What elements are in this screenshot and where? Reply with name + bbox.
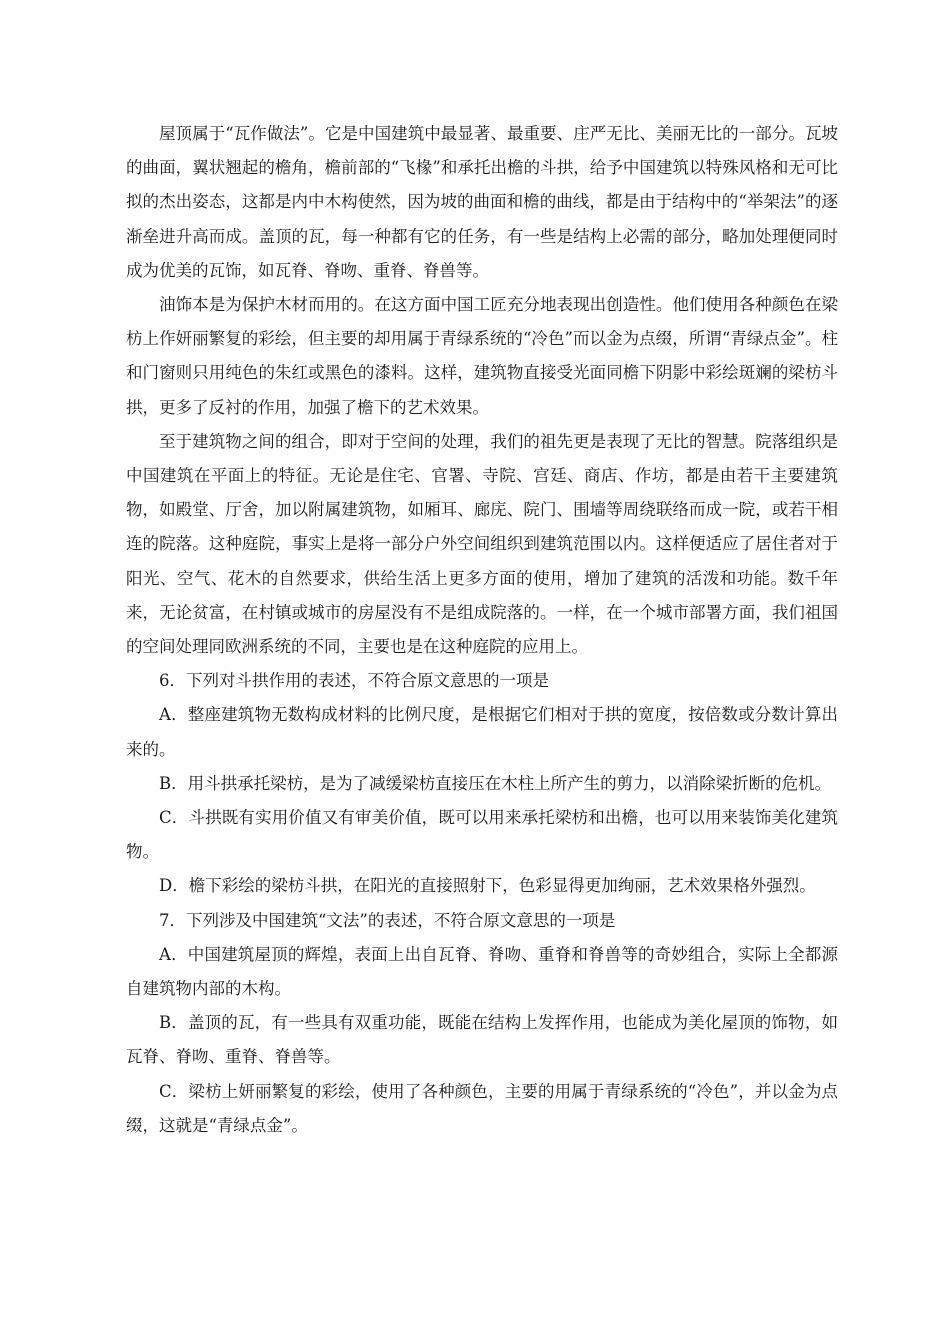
passage-paragraph-3: 至于建筑物之间的组合，即对于空间的处理，我们的祖先更是表现了无比的智慧。院落组织是中国建筑在平面上的特征。无论是住宅、官署、寺院、宫廷、商店、作坊，都是由若干主要建筑物，如殿堂、厅舍，加以附属建筑物，如厢耳、廊庑、院门、围墙等周绕联络而成一院，或若干相连的院落。这种庭院，事实上是将一部分户外空间组织到建筑范围以内。这样便适应了居住者对于阳光、空气、花木的自然要求，供给生活上更多方面的使用，增加了建筑的活泼和功能。数千年来，无论贫富，在村镇或城市的房屋没有不是组成院落的。一样，在一个城市部署方面，我们祖国的空间处理同欧洲系统的不同，主要也是在这种庭院的应用上。 [126,431,838,657]
passage-paragraph-2: 油饰本是为保护木材而用的。在这方面中国工匠充分地表现出创造性。他们使用各种颜色在梁枋上作妍丽繁复的彩绘，但主要的却用属于青绿系统的“冷色”而以金为点缀，所谓“青绿点金”。柱和门窗则只用纯色的朱红或黑色的漆料。这样，建筑物直接受光面同檐下阴影中彩绘斑斓的梁枋斗拱，更多了反衬的作用，加强了檐下的艺术效果。 [126,295,838,417]
question-6-option-a: A．整座建筑物无数构成材料的比例尺度，是根据它们相对于拱的宽度，按倍数或分数计算出来的。 [126,705,838,759]
question-6-stem: 6．下列对斗拱作用的表述，不符合原文意思的一项是 [159,671,549,691]
question-7-stem: 7．下列涉及中国建筑“文法”的表述，不符合原文意思的一项是 [159,910,616,930]
question-6-option-b: B．用斗拱承托梁枋，是为了减缓梁枋直接压在木柱上所产生的剪力，以消除梁折断的危机。 [159,773,832,793]
passage-paragraph-1: 屋顶属于“瓦作做法”。它是中国建筑中最显著、最重要、庄严无比、美丽无比的一部分。瓦坡的曲面，翼状翘起的檐角，檐前部的“飞椽”和承托出檐的斗拱，给予中国建筑以特殊风格和无可比拟的杰出姿态，这都是内中木构使然，因为坡的曲面和檐的曲线，都是由于结构中的“举架法”的逐渐垒进升高而成。盖顶的瓦，每一种都有它的任务，有一些是结构上必需的部分，略加处理便同时成为优美的瓦饰，如瓦脊、脊吻、重脊、脊兽等。 [126,124,838,280]
document-page [126,117,838,1143]
question-7-option-c: C．梁枋上妍丽繁复的彩绘，使用了各种颜色，主要的用属于青绿系统的“冷色”，并以金为点缀，这就是“青绿点金”。 [126,1081,838,1135]
question-6-option-c: C．斗拱既有实用价值又有审美价值，既可以用来承托梁枋和出檐，也可以用来装饰美化建筑物。 [126,808,838,862]
question-6-option-d: D．檐下彩绘的梁枋斗拱，在阳光的直接照射下，色彩显得更加绚丽，艺术效果格外强烈。 [159,876,816,896]
question-7-option-b: B．盖顶的瓦，有一些具有双重功能，既能在结构上发挥作用，也能成为美化屋顶的饰物，如瓦脊、脊吻、重脊、脊兽等。 [126,1013,838,1067]
question-7-option-a: A．中国建筑屋顶的辉煌，表面上出自瓦脊、脊吻、重脊和脊兽等的奇妙组合，实际上全都源自建筑物内部的木构。 [126,944,838,999]
